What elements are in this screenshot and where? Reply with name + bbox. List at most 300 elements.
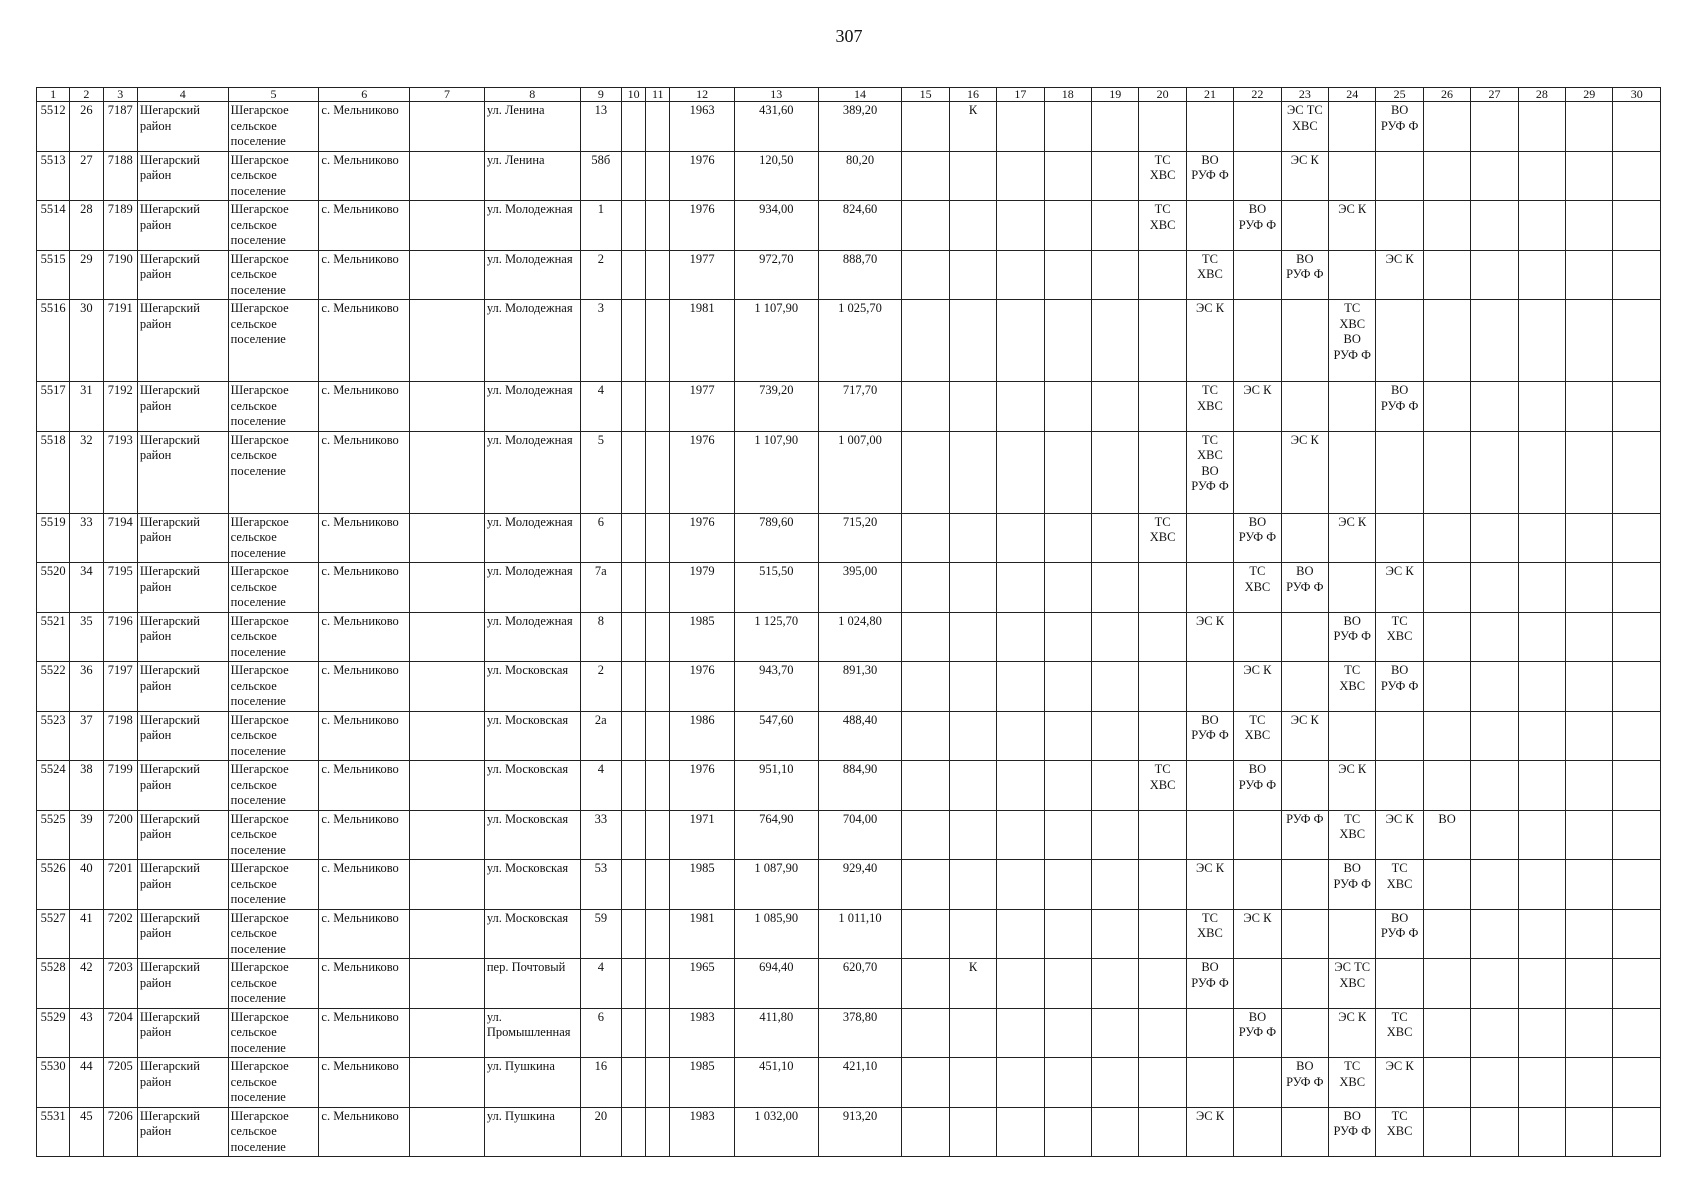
- table-cell: ЭС К: [1186, 860, 1233, 910]
- table-cell: 1 025,70: [818, 300, 902, 382]
- table-cell: Шегарский район: [137, 151, 228, 201]
- table-cell: 378,80: [818, 1008, 902, 1058]
- table-cell: [1234, 1058, 1281, 1108]
- table-cell: [902, 513, 949, 563]
- table-cell: ул. Промышленная: [484, 1008, 580, 1058]
- table-cell: [1376, 300, 1423, 382]
- table-cell: 43: [70, 1008, 103, 1058]
- table-cell: ТС ХВС: [1376, 1008, 1423, 1058]
- table-cell: [1234, 102, 1281, 152]
- table-cell: 7202: [103, 909, 137, 959]
- table-cell: Шегарский район: [137, 250, 228, 300]
- table-cell: Шегарское сельское поселение: [228, 1008, 319, 1058]
- table-cell: [1566, 761, 1613, 811]
- table-row: [37, 563, 1661, 613]
- column-header: 9: [580, 88, 621, 102]
- table-cell: Шегарское сельское поселение: [228, 563, 319, 613]
- table-cell: РУФ Ф: [1281, 810, 1328, 860]
- table-cell: 7197: [103, 662, 137, 712]
- table-cell: [1044, 860, 1091, 910]
- table-cell: 884,90: [818, 761, 902, 811]
- table-cell: ВО РУФ Ф: [1281, 250, 1328, 300]
- table-cell: 5516: [37, 300, 70, 382]
- table-cell: [1376, 201, 1423, 251]
- column-header: 3: [103, 88, 137, 102]
- table-cell: [1518, 250, 1565, 300]
- table-cell: 1 024,80: [818, 612, 902, 662]
- table-cell: [621, 250, 645, 300]
- table-cell: ул. Московская: [484, 860, 580, 910]
- table-cell: [1234, 959, 1281, 1009]
- table-cell: [1613, 151, 1661, 201]
- table-cell: 620,70: [818, 959, 902, 1009]
- table-cell: ЭС К: [1281, 431, 1328, 513]
- table-cell: [1281, 201, 1328, 251]
- table-cell: Шегарское сельское поселение: [228, 909, 319, 959]
- table-cell: [621, 1107, 645, 1157]
- table-cell: [646, 1058, 670, 1108]
- table-cell: с. Мельниково: [319, 959, 410, 1009]
- table-cell: [410, 1107, 485, 1157]
- table-cell: [1092, 431, 1139, 513]
- table-cell: [1092, 151, 1139, 201]
- table-cell: 1 107,90: [734, 300, 818, 382]
- table-row: [37, 102, 1661, 152]
- table-cell: ул. Московская: [484, 909, 580, 959]
- table-cell: ул. Молодежная: [484, 201, 580, 251]
- table-cell: ВО РУФ Ф: [1234, 761, 1281, 811]
- table-cell: [1566, 201, 1613, 251]
- table-cell: [1139, 662, 1186, 712]
- table-cell: [997, 662, 1044, 712]
- table-cell: 36: [70, 662, 103, 712]
- table-row: [37, 1008, 1661, 1058]
- table-cell: [646, 1008, 670, 1058]
- table-cell: ТС ХВС: [1329, 662, 1376, 712]
- table-cell: [902, 612, 949, 662]
- table-cell: [1376, 513, 1423, 563]
- table-row: [37, 151, 1661, 201]
- table-cell: [1423, 1058, 1470, 1108]
- table-cell: 1986: [670, 711, 735, 761]
- table-cell: с. Мельниково: [319, 761, 410, 811]
- table-cell: [1613, 711, 1661, 761]
- table-cell: [646, 102, 670, 152]
- table-cell: [1566, 612, 1613, 662]
- table-cell: [1613, 431, 1661, 513]
- table-cell: 5513: [37, 151, 70, 201]
- table-cell: ТС ХВС ВО РУФ Ф: [1186, 431, 1233, 513]
- column-header: 26: [1423, 88, 1470, 102]
- column-header: 8: [484, 88, 580, 102]
- table-cell: 5528: [37, 959, 70, 1009]
- table-cell: Шегарский район: [137, 563, 228, 613]
- table-cell: [410, 563, 485, 613]
- column-header: 23: [1281, 88, 1328, 102]
- table-cell: [997, 612, 1044, 662]
- table-cell: 5525: [37, 810, 70, 860]
- table-cell: ТС ХВС: [1186, 382, 1233, 432]
- table-cell: [1518, 909, 1565, 959]
- table-cell: 1976: [670, 513, 735, 563]
- table-cell: 39: [70, 810, 103, 860]
- table-cell: 943,70: [734, 662, 818, 712]
- table-cell: 29: [70, 250, 103, 300]
- table-cell: 717,70: [818, 382, 902, 432]
- table-cell: [1518, 612, 1565, 662]
- table-cell: 26: [70, 102, 103, 152]
- table-cell: 7187: [103, 102, 137, 152]
- table-cell: [1471, 909, 1518, 959]
- table-cell: [1092, 860, 1139, 910]
- table-cell: 1 011,10: [818, 909, 902, 959]
- table-cell: [1044, 662, 1091, 712]
- table-cell: 488,40: [818, 711, 902, 761]
- table-cell: 1 085,90: [734, 909, 818, 959]
- table-cell: [902, 1058, 949, 1108]
- table-cell: Шегарский район: [137, 761, 228, 811]
- table-cell: 888,70: [818, 250, 902, 300]
- table-cell: ВО РУФ Ф: [1376, 662, 1423, 712]
- table-row: [37, 909, 1661, 959]
- table-cell: [902, 711, 949, 761]
- table-cell: Шегарский район: [137, 662, 228, 712]
- table-cell: ул. Молодежная: [484, 300, 580, 382]
- table-cell: [410, 151, 485, 201]
- table-cell: [646, 761, 670, 811]
- table-cell: [1281, 300, 1328, 382]
- table-cell: [1423, 959, 1470, 1009]
- table-cell: [1518, 513, 1565, 563]
- table-cell: 1983: [670, 1008, 735, 1058]
- table-cell: [1518, 959, 1565, 1009]
- table-cell: [997, 513, 1044, 563]
- table-cell: [1044, 1008, 1091, 1058]
- table-cell: [1471, 860, 1518, 910]
- table-cell: [1518, 1008, 1565, 1058]
- table-cell: [1518, 1058, 1565, 1108]
- table-cell: [1092, 513, 1139, 563]
- table-cell: ЭС ТС ХВС: [1329, 959, 1376, 1009]
- table-cell: [902, 151, 949, 201]
- table-cell: [1423, 563, 1470, 613]
- table-row: [37, 612, 1661, 662]
- table-cell: [1376, 151, 1423, 201]
- column-header: 21: [1186, 88, 1233, 102]
- table-cell: [1186, 563, 1233, 613]
- table-cell: ТС ХВС: [1186, 250, 1233, 300]
- table-cell: 35: [70, 612, 103, 662]
- table-cell: 80,20: [818, 151, 902, 201]
- table-cell: [410, 382, 485, 432]
- table-cell: 7203: [103, 959, 137, 1009]
- table-cell: [1613, 959, 1661, 1009]
- table-cell: Шегарское сельское поселение: [228, 250, 319, 300]
- table-cell: ТС ХВС: [1376, 860, 1423, 910]
- table-cell: [410, 612, 485, 662]
- table-cell: К: [949, 102, 996, 152]
- table-cell: Шегарское сельское поселение: [228, 1058, 319, 1108]
- table-cell: [1518, 662, 1565, 712]
- table-cell: 1976: [670, 431, 735, 513]
- table-cell: 1 125,70: [734, 612, 818, 662]
- table-cell: 5520: [37, 563, 70, 613]
- table-cell: 5523: [37, 711, 70, 761]
- table-cell: 8: [580, 612, 621, 662]
- table-cell: Шегарское сельское поселение: [228, 662, 319, 712]
- table-cell: [1092, 382, 1139, 432]
- table-cell: Шегарское сельское поселение: [228, 300, 319, 382]
- table-cell: [1329, 711, 1376, 761]
- table-cell: 694,40: [734, 959, 818, 1009]
- table-cell: 7190: [103, 250, 137, 300]
- table-cell: ВО РУФ Ф: [1376, 102, 1423, 152]
- table-cell: ВО РУФ Ф: [1376, 382, 1423, 432]
- table-cell: с. Мельниково: [319, 102, 410, 152]
- table-cell: [1234, 431, 1281, 513]
- table-cell: 1: [580, 201, 621, 251]
- column-header: 24: [1329, 88, 1376, 102]
- table-cell: ТС ХВС: [1376, 612, 1423, 662]
- table-cell: 715,20: [818, 513, 902, 563]
- table-cell: 789,60: [734, 513, 818, 563]
- table-cell: [949, 612, 996, 662]
- table-cell: ул. Московская: [484, 761, 580, 811]
- table-cell: [949, 201, 996, 251]
- table-cell: ул. Молодежная: [484, 513, 580, 563]
- table-cell: [1423, 1107, 1470, 1157]
- table-cell: [1281, 1107, 1328, 1157]
- table-cell: 1985: [670, 612, 735, 662]
- table-cell: с. Мельниково: [319, 431, 410, 513]
- table-cell: [1044, 909, 1091, 959]
- table-cell: 1985: [670, 1058, 735, 1108]
- table-cell: [902, 300, 949, 382]
- table-cell: 1977: [670, 250, 735, 300]
- table-cell: [1092, 662, 1139, 712]
- table-cell: [1613, 810, 1661, 860]
- table-cell: 5526: [37, 860, 70, 910]
- table-cell: [1139, 563, 1186, 613]
- column-header: 15: [902, 88, 949, 102]
- table-row: [37, 300, 1661, 382]
- table-cell: [1281, 909, 1328, 959]
- table-cell: с. Мельниково: [319, 810, 410, 860]
- table-cell: [1329, 382, 1376, 432]
- table-cell: [1139, 300, 1186, 382]
- table-cell: ВО РУФ Ф: [1186, 151, 1233, 201]
- page-number: 307: [835, 26, 863, 46]
- column-header: 17: [997, 88, 1044, 102]
- table-cell: [997, 711, 1044, 761]
- table-cell: [1139, 431, 1186, 513]
- table-cell: [1234, 1107, 1281, 1157]
- table-cell: Шегарский район: [137, 1058, 228, 1108]
- table-cell: [1566, 431, 1613, 513]
- table-cell: 41: [70, 909, 103, 959]
- table-cell: 421,10: [818, 1058, 902, 1108]
- table-cell: с. Мельниково: [319, 250, 410, 300]
- table-cell: [646, 860, 670, 910]
- table-cell: [1471, 1008, 1518, 1058]
- table-cell: ВО РУФ Ф: [1281, 1058, 1328, 1108]
- table-cell: [1566, 250, 1613, 300]
- table-cell: ТС ХВС: [1234, 711, 1281, 761]
- table-cell: ВО РУФ Ф: [1234, 513, 1281, 563]
- table-cell: ВО РУФ Ф: [1234, 201, 1281, 251]
- table-cell: с. Мельниково: [319, 201, 410, 251]
- table-cell: Шегарский район: [137, 382, 228, 432]
- table-cell: [1471, 563, 1518, 613]
- table-cell: Шегарский район: [137, 201, 228, 251]
- table-row: [37, 1107, 1661, 1157]
- table-cell: [410, 431, 485, 513]
- table-cell: [949, 711, 996, 761]
- table-cell: 929,40: [818, 860, 902, 910]
- table-cell: [1044, 300, 1091, 382]
- table-cell: [410, 761, 485, 811]
- table-row: [37, 860, 1661, 910]
- table-cell: [410, 300, 485, 382]
- table-cell: 547,60: [734, 711, 818, 761]
- table-cell: [1139, 1058, 1186, 1108]
- table-row: [37, 959, 1661, 1009]
- column-header: 19: [1092, 88, 1139, 102]
- table-cell: [1566, 1008, 1613, 1058]
- table-cell: [621, 431, 645, 513]
- table-cell: ТС ХВС: [1139, 201, 1186, 251]
- table-cell: [1471, 513, 1518, 563]
- table-cell: [1044, 382, 1091, 432]
- table-row: [37, 250, 1661, 300]
- table-cell: [997, 810, 1044, 860]
- table-cell: с. Мельниково: [319, 1008, 410, 1058]
- table-cell: [1423, 1008, 1470, 1058]
- table-cell: [1186, 1008, 1233, 1058]
- table-cell: 951,10: [734, 761, 818, 811]
- table-cell: Шегарское сельское поселение: [228, 382, 319, 432]
- table-cell: [1471, 201, 1518, 251]
- table-cell: [1281, 662, 1328, 712]
- table-cell: [1281, 1008, 1328, 1058]
- table-cell: 1971: [670, 810, 735, 860]
- table-cell: [1092, 250, 1139, 300]
- table-cell: [1566, 860, 1613, 910]
- table-cell: [949, 563, 996, 613]
- table-cell: [949, 431, 996, 513]
- column-header: 20: [1139, 88, 1186, 102]
- table-cell: ЭС К: [1329, 1008, 1376, 1058]
- table-cell: [1566, 662, 1613, 712]
- table-cell: [1471, 810, 1518, 860]
- table-cell: ЭС К: [1376, 563, 1423, 613]
- table-cell: Шегарский район: [137, 810, 228, 860]
- table-cell: [949, 860, 996, 910]
- column-header: 1: [37, 88, 70, 102]
- table-cell: ВО РУФ Ф: [1329, 1107, 1376, 1157]
- table-cell: [1471, 1058, 1518, 1108]
- column-header: 6: [319, 88, 410, 102]
- table-cell: [1613, 382, 1661, 432]
- table-cell: [1139, 612, 1186, 662]
- table-cell: 1963: [670, 102, 735, 152]
- table-cell: ВО РУФ Ф: [1329, 860, 1376, 910]
- table-cell: [949, 909, 996, 959]
- table-cell: 5529: [37, 1008, 70, 1058]
- table-cell: [1139, 102, 1186, 152]
- table-cell: [621, 1058, 645, 1108]
- table-cell: [1471, 102, 1518, 152]
- table-cell: 739,20: [734, 382, 818, 432]
- table-cell: [1092, 563, 1139, 613]
- table-cell: Шегарский район: [137, 860, 228, 910]
- table-cell: [1092, 959, 1139, 1009]
- table-cell: 7191: [103, 300, 137, 382]
- table-cell: [1471, 959, 1518, 1009]
- table-cell: ул. Молодежная: [484, 563, 580, 613]
- table-cell: [621, 1008, 645, 1058]
- table-cell: Шегарское сельское поселение: [228, 102, 319, 152]
- table-cell: [1423, 761, 1470, 811]
- table-cell: [949, 300, 996, 382]
- table-row: [37, 431, 1661, 513]
- table-cell: пер. Почтовый: [484, 959, 580, 1009]
- column-header: 25: [1376, 88, 1423, 102]
- table-cell: [621, 151, 645, 201]
- table-cell: ВО РУФ Ф: [1281, 563, 1328, 613]
- table-cell: 5531: [37, 1107, 70, 1157]
- table-cell: [1471, 761, 1518, 811]
- table-cell: [1092, 761, 1139, 811]
- table-cell: 1 007,00: [818, 431, 902, 513]
- table-cell: Шегарское сельское поселение: [228, 151, 319, 201]
- table-cell: [1186, 810, 1233, 860]
- table-cell: [1566, 102, 1613, 152]
- table-cell: ТС ХВС: [1139, 151, 1186, 201]
- table-cell: [1044, 201, 1091, 251]
- table-cell: ЭС К: [1186, 300, 1233, 382]
- table-cell: [1376, 711, 1423, 761]
- table-cell: [1186, 513, 1233, 563]
- table-cell: 6: [580, 1008, 621, 1058]
- table-cell: [1092, 300, 1139, 382]
- table-cell: [646, 909, 670, 959]
- table-cell: 5524: [37, 761, 70, 811]
- table-cell: 5517: [37, 382, 70, 432]
- table-cell: 1981: [670, 300, 735, 382]
- table-cell: [1092, 1008, 1139, 1058]
- table-cell: с. Мельниково: [319, 860, 410, 910]
- table-cell: [1092, 711, 1139, 761]
- table-cell: [1423, 860, 1470, 910]
- table-cell: [1423, 711, 1470, 761]
- table-cell: [902, 860, 949, 910]
- table-cell: [1566, 959, 1613, 1009]
- table-cell: Шегарское сельское поселение: [228, 761, 319, 811]
- table-cell: Шегарское сельское поселение: [228, 711, 319, 761]
- table-cell: [997, 563, 1044, 613]
- table-row: [37, 201, 1661, 251]
- table-cell: с. Мельниково: [319, 909, 410, 959]
- table-cell: 389,20: [818, 102, 902, 152]
- table-cell: [1092, 1107, 1139, 1157]
- table-cell: [902, 1107, 949, 1157]
- table-cell: [1613, 513, 1661, 563]
- table-cell: [902, 431, 949, 513]
- table-cell: 6: [580, 513, 621, 563]
- table-cell: 5521: [37, 612, 70, 662]
- table-cell: [1423, 382, 1470, 432]
